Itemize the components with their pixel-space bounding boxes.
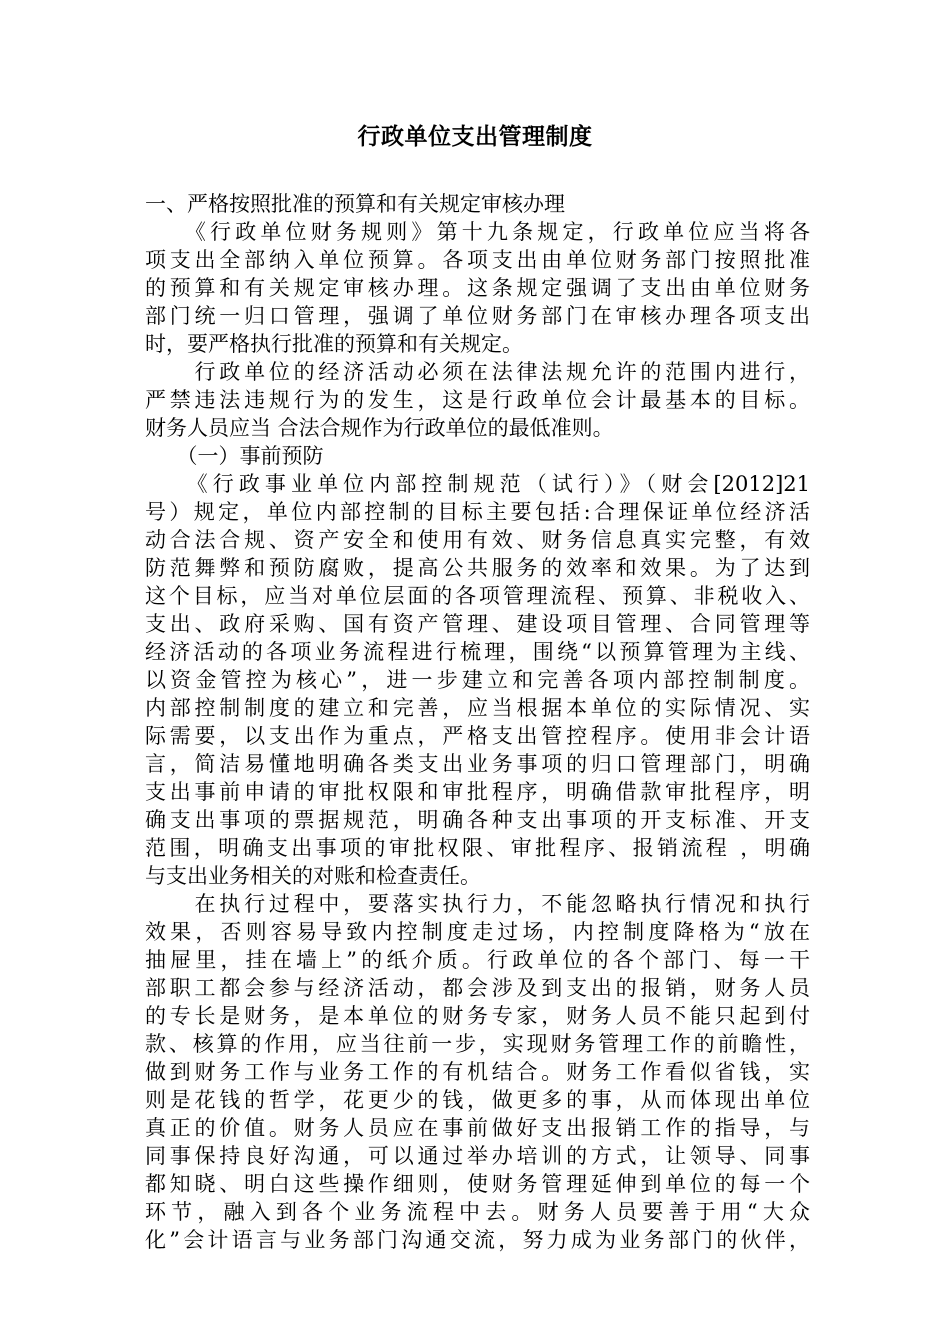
- text-line: 效果，否则容易导致内控制度走过场，内控制度降格为“放在: [145, 920, 810, 944]
- text-line: 以资金管控为核心”，进一步建立和完善各项内部控制制度。: [145, 668, 810, 692]
- text-line: 财务人员应当 合法合规作为行政单位的最低准则。: [145, 416, 614, 440]
- text-line: 际需要，以支出作为重点，严格支出管控程序。使用非会计语: [145, 724, 810, 748]
- text-line: 范围，明确支出事项的审批权限、审批程序、报销流程 ，明确: [145, 836, 810, 860]
- text-line: （一）事前预防: [145, 444, 324, 468]
- text-line: 都知晓、明白这些操作细则，使财务管理延伸到单位的每一个: [145, 1172, 810, 1196]
- text-line: 这个目标，应当对单位层面的各项管理流程、预算、非税收入、: [145, 584, 810, 608]
- text-line: 项支出全部纳入单位预算。各项支出由单位财务部门按照批准: [145, 248, 810, 272]
- text-line: 款、核算的作用，应当往前一步，实现财务管理工作的前瞻性，: [145, 1032, 810, 1056]
- text-line: 化”会计语言与业务部门沟通交流，努力成为业务部门的伙伴，: [145, 1228, 810, 1252]
- text-line: 与支出业务相关的对账和检查责任。: [145, 864, 481, 888]
- text-line: 一、严格按照批准的预算和有关规定审核办理: [145, 192, 565, 216]
- text-line: 内部控制制度的建立和完善，应当根据本单位的实际情况、实: [145, 696, 810, 720]
- document-body: [145, 190, 810, 1254]
- text-line: 则是花钱的哲学，花更少的钱，做更多的事，从而体现出单位: [145, 1088, 810, 1112]
- text-line: 环节，融入到各个业务流程中去。财务人员要善于用“大众: [145, 1200, 810, 1224]
- text-line: 真正的价值。财务人员应在事前做好支出报销工作的指导，与: [145, 1116, 810, 1140]
- text-line: 言，简洁易懂地明确各类支出业务事项的归口管理部门，明确: [145, 752, 810, 776]
- text-line: 抽屉里，挂在墙上”的纸介质。行政单位的各个部门、每一干: [145, 948, 810, 972]
- text-line: 的预算和有关规定审核办理。这条规定强调了支出由单位财务: [145, 276, 810, 300]
- text-line: 严禁违法违规行为的发生，这是行政单位会计最基本的目标。: [145, 388, 810, 412]
- text-line: 《行政事业单位内部控制规范（试行）》（财会[2012]21: [145, 472, 810, 496]
- text-line: 部职工都会参与经济活动，都会涉及到支出的报销，财务人员: [145, 976, 810, 1000]
- text-line: 号）规定，单位内部控制的目标主要包括:合理保证单位经济活: [145, 500, 810, 524]
- text-line: 支出事前申请的审批权限和审批程序，明确借款审批程序，明: [145, 780, 810, 804]
- text-line: 动合法合规、资产安全和使用有效、财务信息真实完整，有效: [145, 528, 810, 552]
- text-line: 在执行过程中，要落实执行力，不能忽略执行情况和执行: [145, 892, 810, 916]
- text-line: 经济活动的各项业务流程进行梳理，围绕“以预算管理为主线、: [145, 640, 810, 664]
- text-line: 做到财务工作与业务工作的有机结合。财务工作看似省钱，实: [145, 1060, 810, 1084]
- text-line: 支出、政府采购、国有资产管理、建设项目管理、合同管理等: [145, 612, 810, 636]
- text-line: 防范舞弊和预防腐败，提高公共服务的效率和效果。为了达到: [145, 556, 810, 580]
- text-line: 《行政单位财务规则》第十九条规定，行政单位应当将各: [145, 220, 810, 244]
- text-line: 的专长是财务，是本单位的财务专家，财务人员不能只起到付: [145, 1004, 810, 1028]
- text-line: 时，要严格执行批准的预算和有关规定。: [145, 332, 523, 356]
- page-title: 行政单位支出管理制度: [357, 124, 593, 150]
- text-line: 部门统一归口管理，强调了单位财务部门在审核办理各项支出: [145, 304, 810, 328]
- text-line: 确支出事项的票据规范，明确各种支出事项的开支标准、开支: [145, 808, 810, 832]
- text-line: 同事保持良好沟通，可以通过举办培训的方式，让领导、同事: [145, 1144, 810, 1168]
- text-line: 行政单位的经济活动必须在法律法规允许的范围内进行，: [145, 360, 810, 384]
